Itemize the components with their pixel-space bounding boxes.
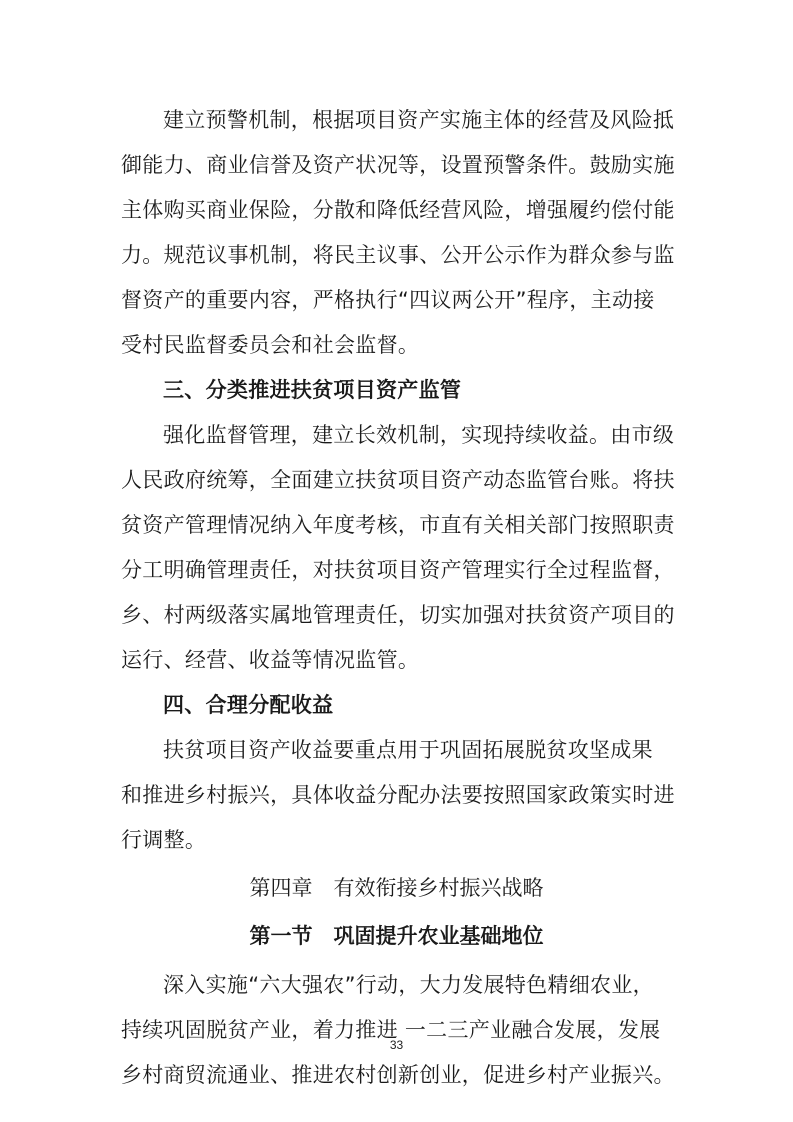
paragraph-line: 建立预警机制，根据项目资产实施主体的经营及风险抵	[163, 108, 675, 132]
paragraph-line: 扶贫项目资产收益要重点用于巩固拓展脱贫攻坚成果	[163, 738, 653, 762]
paragraph-line: 人民政府统筹，全面建立扶贫项目资产动态监管台账。将扶	[121, 468, 675, 492]
paragraph-line: 主体购买商业保险，分散和降低经营风险，增强履约偿付能	[121, 198, 675, 222]
chapter-title: 第四章 有效衔接乡村振兴战略	[249, 876, 544, 900]
section-heading-4: 四、合理分配收益	[163, 693, 334, 717]
paragraph-line: 乡、村两级落实属地管理责任，切实加强对扶贫资产项目的	[121, 603, 675, 627]
paragraph-line: 御能力、商业信誉及资产状况等，设置预警条件。鼓励实施	[121, 153, 675, 177]
paragraph-line: 运行、经营、收益等情况监管。	[121, 648, 420, 672]
paragraph-line: 分工明确管理责任，对扶贫项目资产管理实行全过程监督，	[121, 558, 675, 582]
paragraph-line: 督资产的重要内容，严格执行“四议两公开”程序，主动接	[121, 288, 655, 312]
paragraph-line: 受村民监督委员会和社会监督。	[121, 333, 420, 357]
paragraph-line: 持续巩固脱贫产业，着力推进 一二三产业融合发展，发展	[121, 1018, 661, 1042]
section-title: 第一节 巩固提升农业基础地位	[249, 924, 544, 948]
paragraph-line: 乡村商贸流通业、推进农村创新创业，促进乡村产业振兴。	[121, 1063, 675, 1087]
paragraph-line: 行调整。	[121, 828, 207, 852]
paragraph-line: 和推进乡村振兴，具体收益分配办法要按照国家政策实时进	[121, 783, 675, 807]
page-number: 33	[389, 1038, 404, 1052]
section-heading-3: 三、分类推进扶贫项目资产监管	[163, 378, 462, 402]
paragraph-line: 贫资产管理情况纳入年度考核，市直有关相关部门按照职责	[121, 513, 675, 537]
paragraph-line: 力。规范议事机制，将民主议事、公开公示作为群众参与监	[121, 243, 675, 267]
paragraph-line: 深入实施“六大强农”行动，大力发展特色精细农业，	[163, 973, 654, 997]
paragraph-line: 强化监督管理，建立长效机制，实现持续收益。由市级	[163, 423, 675, 447]
